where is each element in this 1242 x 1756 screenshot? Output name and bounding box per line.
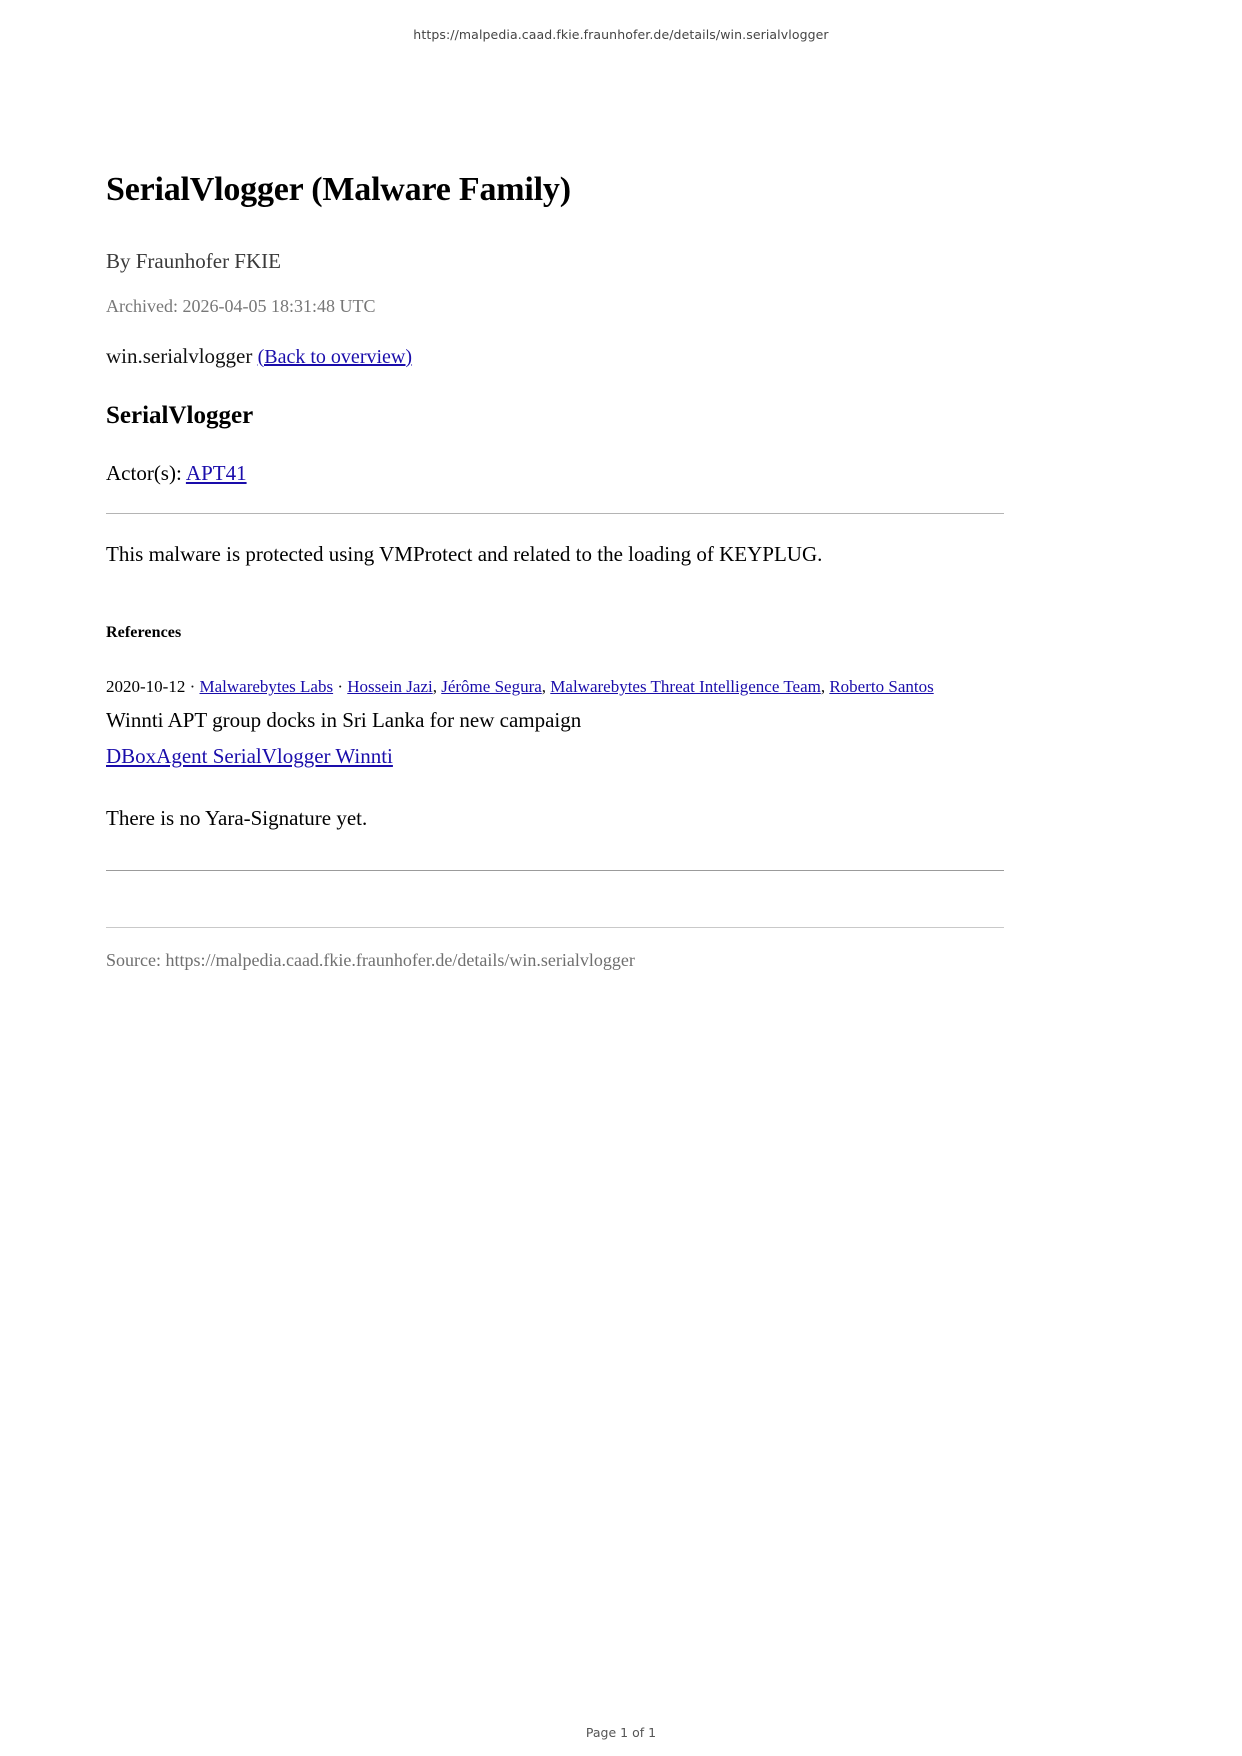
reference-author-link-4[interactable]: Roberto Santos (829, 677, 934, 697)
reference-meta (106, 675, 1004, 699)
reference-title: Winnti APT group docks in Sri Lanka for new campaign (106, 707, 582, 732)
actors-line (106, 461, 1004, 486)
reference-author-link-1[interactable]: Hossein Jazi (347, 677, 433, 697)
reference-tags (106, 744, 1004, 769)
reference-comma-2: , (541, 677, 551, 697)
reference-source-link[interactable]: Malwarebytes Labs (199, 677, 334, 697)
actors-label: Actor(s): (106, 460, 186, 485)
source-line: Source: https://malpedia.caad.fkie.fraunhofer.de/details/win.serialvlogger (106, 949, 635, 970)
reference-author-link-2[interactable]: Jérôme Segura (441, 677, 542, 697)
byline: By Fraunhofer FKIE (106, 248, 281, 273)
reference-comma-3: , (820, 677, 830, 697)
reference-date: 2020-10-12 (106, 677, 186, 697)
family-identifier-line (106, 344, 1004, 369)
yara-signature-status: There is no Yara-Signature yet. (106, 805, 368, 830)
malware-description: This malware is protected using VMProtect and related to the loading of KEYPLUG. (106, 541, 823, 566)
page-url-header: https://malpedia.caad.fkie.fraunhofer.de/details/win.serialvlogger (413, 27, 829, 42)
divider-middle (106, 870, 1004, 871)
divider-bottom (106, 927, 1004, 928)
family-identifier: win.serialvlogger (106, 343, 253, 368)
section-title: SerialVlogger (106, 401, 254, 429)
archived-timestamp: Archived: 2026-04-05 18:31:48 UTC (106, 295, 376, 316)
references-heading: References (106, 624, 182, 642)
reference-tags-link[interactable]: DBoxAgent SerialVlogger Winnti (106, 743, 393, 768)
actor-link-apt41[interactable]: APT41 (185, 460, 247, 485)
page-footer: Page 1 of 1 (585, 1725, 657, 1740)
reference-separator-1: · (185, 677, 200, 697)
reference-separator-2: · (333, 677, 348, 697)
divider-top (106, 513, 1004, 514)
document-content (106, 170, 1004, 971)
reference-comma-1: , (432, 677, 442, 697)
reference-author-link-3[interactable]: Malwarebytes Threat Intelligence Team (550, 677, 821, 697)
page-title: SerialVlogger (Malware Family) (106, 171, 571, 208)
back-to-overview-link[interactable]: (Back to overview) (257, 345, 413, 368)
